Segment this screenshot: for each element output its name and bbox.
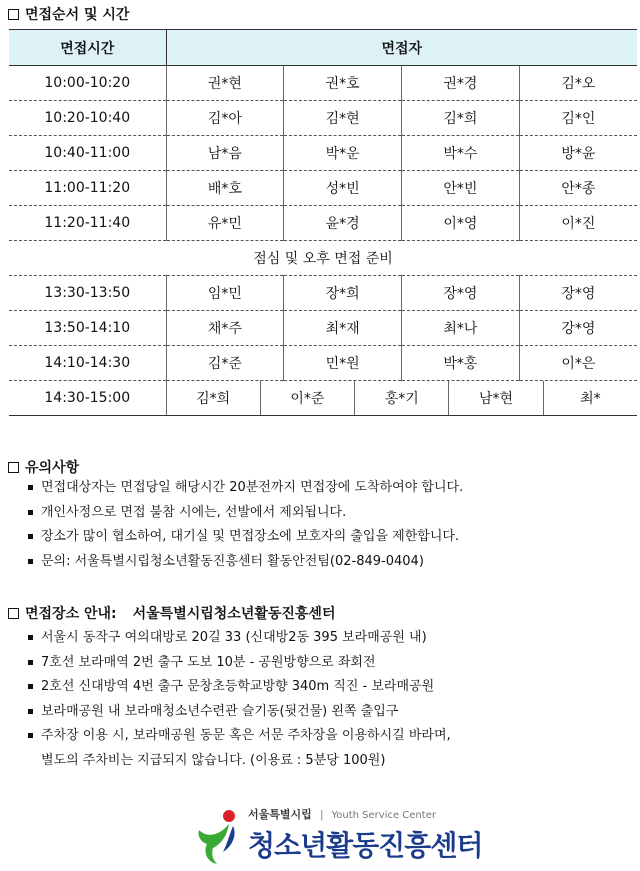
section-schedule-title bbox=[8, 4, 129, 24]
table-row bbox=[9, 66, 637, 101]
name-cell: 김*아 bbox=[166, 101, 284, 136]
bullet-icon bbox=[28, 709, 33, 714]
bullet-icon bbox=[28, 635, 33, 640]
table-row bbox=[9, 136, 637, 171]
logo-subtitle-en: Youth Service Center bbox=[331, 810, 436, 821]
name-cell: 최*나 bbox=[402, 311, 520, 346]
list-item bbox=[28, 626, 451, 651]
name-cell: 강*영 bbox=[519, 311, 637, 346]
logo-subtitle: 서울특별시립 | Youth Service Center bbox=[248, 808, 436, 821]
name-cell: 이*준 bbox=[260, 381, 354, 415]
time-cell: 11:20-11:40 bbox=[9, 206, 166, 241]
time-cell: 10:20-10:40 bbox=[9, 101, 166, 136]
name-cell: 성*빈 bbox=[284, 171, 402, 206]
name-cell: 방*윤 bbox=[519, 136, 637, 171]
bullet-icon bbox=[28, 733, 33, 738]
checkbox-square-icon bbox=[8, 9, 19, 20]
time-cell: 10:40-11:00 bbox=[9, 136, 166, 171]
list-item-continuation bbox=[28, 749, 451, 774]
name-cell: 최*재 bbox=[284, 311, 402, 346]
name-cell: 임*민 bbox=[166, 276, 284, 311]
time-cell: 13:30-13:50 bbox=[9, 276, 166, 311]
list-item-text: 면접대상자는 면접당일 해당시간 20분전까지 면접장에 도착하여야 합니다. bbox=[41, 480, 464, 495]
table-row bbox=[9, 171, 637, 206]
list-item-text: 주차장 이용 시, 보라매공원 동문 혹은 서문 주차장을 이용하시길 바라며, bbox=[41, 728, 451, 743]
table-row bbox=[9, 311, 637, 346]
name-cell: 유*민 bbox=[166, 206, 284, 241]
name-cell: 이*영 bbox=[402, 206, 520, 241]
table-row bbox=[9, 206, 637, 241]
list-item-text: 보라매공원 내 보라매청소년수련관 슬기동(뒷건물) 왼쪽 출입구 bbox=[41, 703, 399, 719]
name-cell: 채*주 bbox=[166, 311, 284, 346]
name-cell: 윤*경 bbox=[284, 206, 402, 241]
table-row bbox=[9, 276, 637, 311]
name-cell: 권*호 bbox=[284, 66, 402, 101]
section-notes-label: 유의사항 bbox=[25, 460, 80, 476]
list-item-text: 문의: 서울특별시립청소년활동진흥센터 활동안전팀(02-849-0404) bbox=[41, 553, 424, 569]
section-location-title bbox=[8, 603, 335, 623]
header-time: 면접시간 bbox=[9, 30, 166, 66]
logo-title: 청소년활동진흥센터 bbox=[248, 829, 483, 862]
list-item bbox=[28, 501, 463, 526]
section-schedule-label: 면접순서 및 시간 bbox=[25, 7, 130, 23]
time-cell: 14:30-15:00 bbox=[9, 381, 166, 416]
list-item bbox=[28, 476, 463, 501]
location-place-name: 서울특별시립청소년활동진흥센터 bbox=[132, 606, 336, 622]
name-cell: 박*홍 bbox=[402, 346, 520, 381]
time-cell: 13:50-14:10 bbox=[9, 311, 166, 346]
bullet-icon bbox=[28, 510, 33, 515]
bullet-icon bbox=[28, 559, 33, 564]
section-location-label: 면접장소 안내: bbox=[25, 606, 117, 622]
youth-figure-logo-icon bbox=[193, 808, 243, 866]
list-item-text: 서울시 동작구 여의대방로 20길 33 (신대방2동 395 보라매공원 내) bbox=[41, 630, 427, 645]
logo-subtitle-ko: 서울특별시립 bbox=[248, 808, 312, 821]
notes-list bbox=[28, 476, 463, 574]
bullet-icon bbox=[28, 684, 33, 689]
name-cell: 김*현 bbox=[284, 101, 402, 136]
name-cell: 박*수 bbox=[402, 136, 520, 171]
interview-schedule-table bbox=[9, 29, 637, 416]
name-cell: 김*준 bbox=[166, 346, 284, 381]
name-cell: 이*은 bbox=[519, 346, 637, 381]
name-cell: 권*경 bbox=[402, 66, 520, 101]
name-cell: 김*희 bbox=[196, 391, 231, 407]
name-cell: 장*희 bbox=[284, 276, 402, 311]
time-cell: 11:00-11:20 bbox=[9, 171, 166, 206]
table-header-row bbox=[9, 30, 637, 66]
checkbox-square-icon bbox=[8, 462, 19, 473]
name-cell: 김*인 bbox=[519, 101, 637, 136]
list-item bbox=[28, 525, 463, 550]
list-item bbox=[28, 651, 451, 676]
name-cell: 남*음 bbox=[166, 136, 284, 171]
header-people: 면접자 bbox=[166, 30, 637, 66]
name-cell: 민*원 bbox=[284, 346, 402, 381]
bullet-icon bbox=[28, 485, 33, 490]
name-cell: 김*오 bbox=[519, 66, 637, 101]
list-item bbox=[28, 700, 451, 725]
list-item-text: 2호선 신대방역 4번 출구 문창초등학교방향 340m 직진 - 보라매공원 bbox=[41, 679, 435, 694]
table-row bbox=[9, 346, 637, 381]
name-cell: 안*빈 bbox=[402, 171, 520, 206]
bullet-icon bbox=[28, 660, 33, 665]
name-cell: 안*종 bbox=[519, 171, 637, 206]
name-cell: 권*현 bbox=[166, 66, 284, 101]
location-list bbox=[28, 626, 451, 773]
list-item bbox=[28, 724, 451, 749]
name-cell: 박*운 bbox=[284, 136, 402, 171]
last-row-names bbox=[166, 381, 637, 416]
list-item-text: 7호선 보라매역 2번 출구 도보 10분 - 공원방향으로 좌회전 bbox=[41, 654, 376, 670]
name-cell: 배*호 bbox=[166, 171, 284, 206]
break-label: 점심 및 오후 면접 준비 bbox=[9, 241, 637, 276]
org-logo bbox=[193, 806, 483, 866]
list-item bbox=[28, 675, 451, 700]
name-cell: 남*현 bbox=[448, 381, 542, 415]
list-item-text: 개인사정으로 면접 불참 시에는, 선발에서 제외됩니다. bbox=[41, 504, 347, 520]
name-cell: 장*영 bbox=[402, 276, 520, 311]
checkbox-square-icon bbox=[8, 608, 19, 619]
section-notes-title bbox=[8, 457, 79, 477]
table-row bbox=[9, 101, 637, 136]
name-cell: 장*영 bbox=[519, 276, 637, 311]
break-row bbox=[9, 241, 637, 276]
list-item-text: 별도의 주차비는 지급되지 않습니다. (이용료 : 5분당 100원) bbox=[41, 752, 386, 768]
time-cell: 14:10-14:30 bbox=[9, 346, 166, 381]
table-row-last bbox=[9, 381, 637, 416]
name-cell: 이*진 bbox=[519, 206, 637, 241]
time-cell: 10:00-10:20 bbox=[9, 66, 166, 101]
list-item bbox=[28, 550, 463, 575]
name-cell: 김*희 bbox=[402, 101, 520, 136]
list-item-text: 장소가 많이 협소하여, 대기실 및 면접장소에 보호자의 출입을 제한합니다. bbox=[41, 529, 460, 544]
bullet-icon bbox=[28, 534, 33, 539]
name-cell: 최* bbox=[543, 381, 637, 415]
name-cell: 홍*기 bbox=[354, 381, 448, 415]
